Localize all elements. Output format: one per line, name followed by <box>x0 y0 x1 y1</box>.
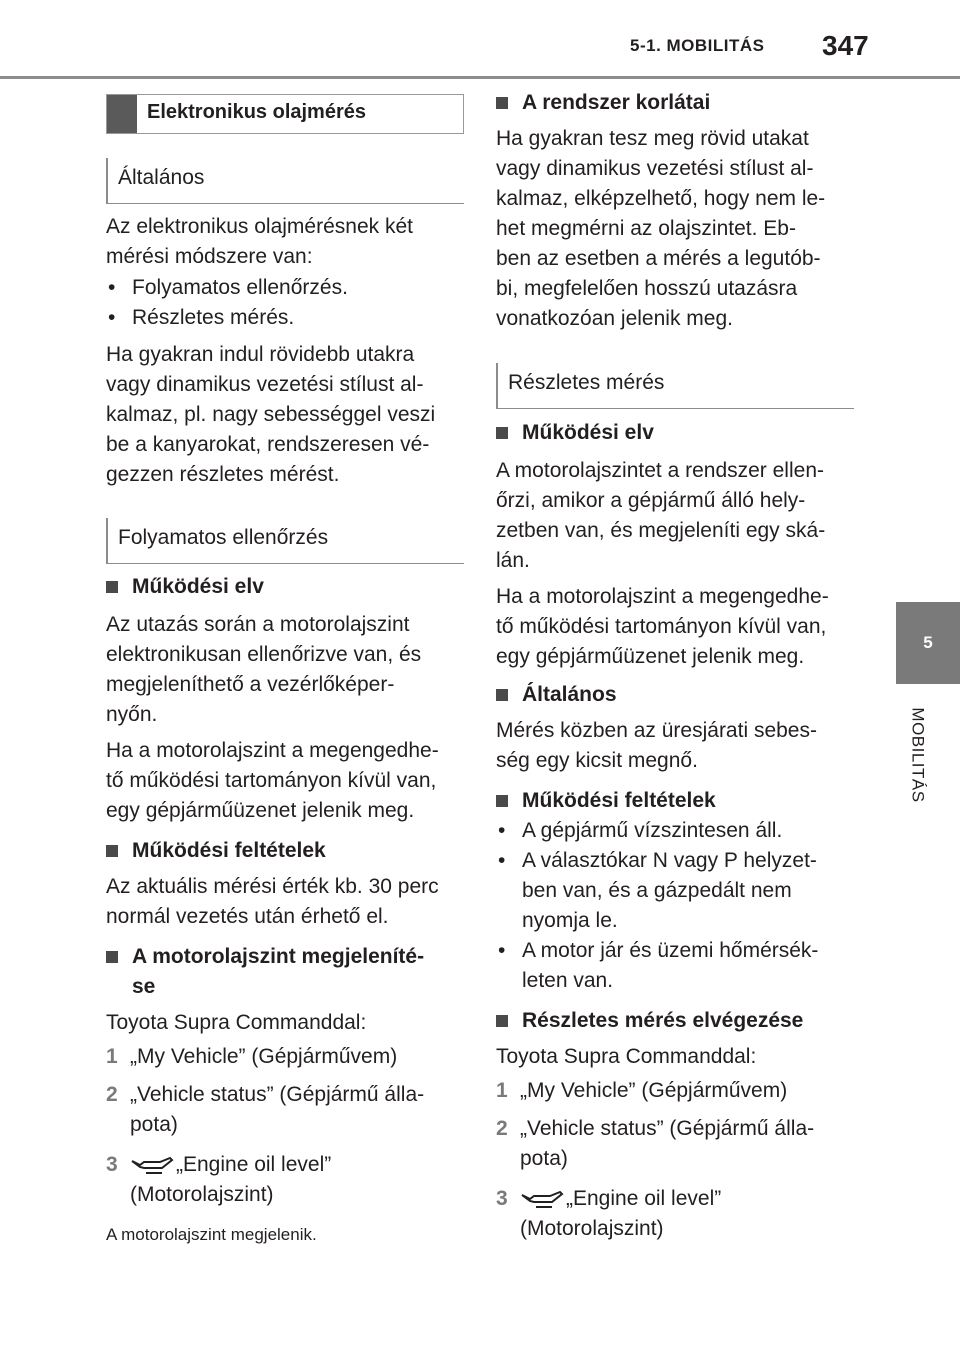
square-bullet-icon <box>496 427 508 439</box>
conditions-list <box>496 816 854 996</box>
list-item: 2 „Vehicle status” (Gépjármű álla- pota) <box>106 1083 425 1136</box>
section-title: Elektronikus olajmérés <box>147 101 366 123</box>
list-item: • Részletes mérés. <box>108 306 295 329</box>
paragraph-heading: Általános <box>496 680 854 710</box>
list-item: 3 „Engine oil level” (Motorolajszint) <box>496 1187 722 1240</box>
square-bullet-icon <box>496 689 508 701</box>
general-paragraph: Mérés közben az üresjárati sebes- ség egy kicsit megnő. <box>496 719 817 772</box>
list-item: • A motor jár és üzemi hőmérsék- leten van. <box>498 939 819 992</box>
list-item: 1 „My Vehicle” (Gépjárművem) <box>496 1079 788 1102</box>
conditions-paragraph: Az aktuális mérési érték kb. 30 perc normál vezetés után érhető el. <box>106 875 439 928</box>
square-bullet-icon <box>106 951 118 963</box>
list-item: 1 „My Vehicle” (Gépjárművem) <box>106 1045 398 1068</box>
list-item: • A gépjármű vízszintesen áll. <box>498 819 783 842</box>
section-title-box <box>106 94 464 134</box>
paragraph-heading: Működési feltételek <box>106 836 464 866</box>
list-item: 2 „Vehicle status” (Gépjármű álla- pota) <box>496 1117 815 1170</box>
paragraph-heading: Működési elv <box>496 418 854 448</box>
paragraph-heading: A motorolajszint megjeleníté- se <box>106 942 464 1002</box>
square-bullet-icon <box>106 581 118 593</box>
operation-paragraph: A motorolajszintet a rendszer ellen- őrzi, amikor a gépjármű álló hely- zetben van, és megjeleníti egy ská- lán. <box>496 459 826 572</box>
step-list <box>496 1076 854 1244</box>
paragraph-heading: A rendszer korlátai <box>496 88 854 118</box>
recommendation-paragraph: Ha gyakran indul rövidebb utakra vagy dinamikus vezetési stílust al- kalmaz, pl. nagy sebességgel veszi be a kanyarokat, rendszeresen vé- gezzen részletes mérést. <box>106 343 436 486</box>
method-list <box>106 273 464 333</box>
commander-intro: Toyota Supra Commanddal: <box>496 1045 757 1068</box>
oil-can-level-icon <box>130 1155 174 1175</box>
subheading-continuous: Folyamatos ellenőrzés <box>106 518 464 564</box>
page-number: 347 <box>822 30 869 61</box>
paragraph-heading: Működési feltételek <box>496 786 854 816</box>
subheading-general: Általános <box>106 158 464 204</box>
paragraph-heading: Működési elv <box>106 572 464 602</box>
list-item: • Folyamatos ellenőrzés. <box>108 276 348 299</box>
commander-intro: Toyota Supra Commanddal: <box>106 1011 367 1034</box>
paragraph-heading: Részletes mérés elvégezése <box>496 1006 854 1036</box>
title-bar-accent <box>107 95 137 133</box>
note: A motorolajszint megjelenik. <box>106 1225 317 1244</box>
oil-can-level-icon <box>520 1189 564 1209</box>
running-header: 5-1. MOBILITÁS <box>630 36 765 55</box>
square-bullet-icon <box>106 845 118 857</box>
chapter-tab: 5 <box>896 602 960 684</box>
operation-paragraph: Az utazás során a motorolajszint elektronikusan ellenőrizve van, és megjeleníthető a vezérlőképer- nyőn. <box>106 613 422 726</box>
warning-paragraph: Ha a motorolajszint a megengedhe- tő működési tartományon kívül van, egy gépjárműüzenet jelenik meg. <box>106 739 439 822</box>
list-item: 3 „Engine oil level” (Motorolajszint) <box>106 1153 332 1206</box>
step-list <box>106 1042 464 1210</box>
list-item: • A választókar N vagy P helyzet- ben van, és a gázpedált nem nyomja le. <box>498 849 817 932</box>
chapter-side-label: MOBILITÁS <box>909 707 928 803</box>
subheading-detailed: Részletes mérés <box>496 363 854 409</box>
square-bullet-icon <box>496 97 508 109</box>
intro-paragraph: Az elektronikus olajmérésnek két mérési módszere van: <box>106 215 413 268</box>
header-divider <box>0 76 960 79</box>
square-bullet-icon <box>496 1015 508 1027</box>
warning-paragraph: Ha a motorolajszint a megengedhe- tő működési tartományon kívül van, egy gépjárműüzenet jelenik meg. <box>496 585 829 668</box>
limits-paragraph: Ha gyakran tesz meg rövid utakat vagy dinamikus vezetési stílust al- kalmaz, elképzelhető, hogy nem le- het megmérni az olajszintet. Eb- ben az esetben a mérés a legutób- bi, megfelelően hosszú utazásra vonatkozóan jelenik meg. <box>496 127 826 330</box>
square-bullet-icon <box>496 795 508 807</box>
